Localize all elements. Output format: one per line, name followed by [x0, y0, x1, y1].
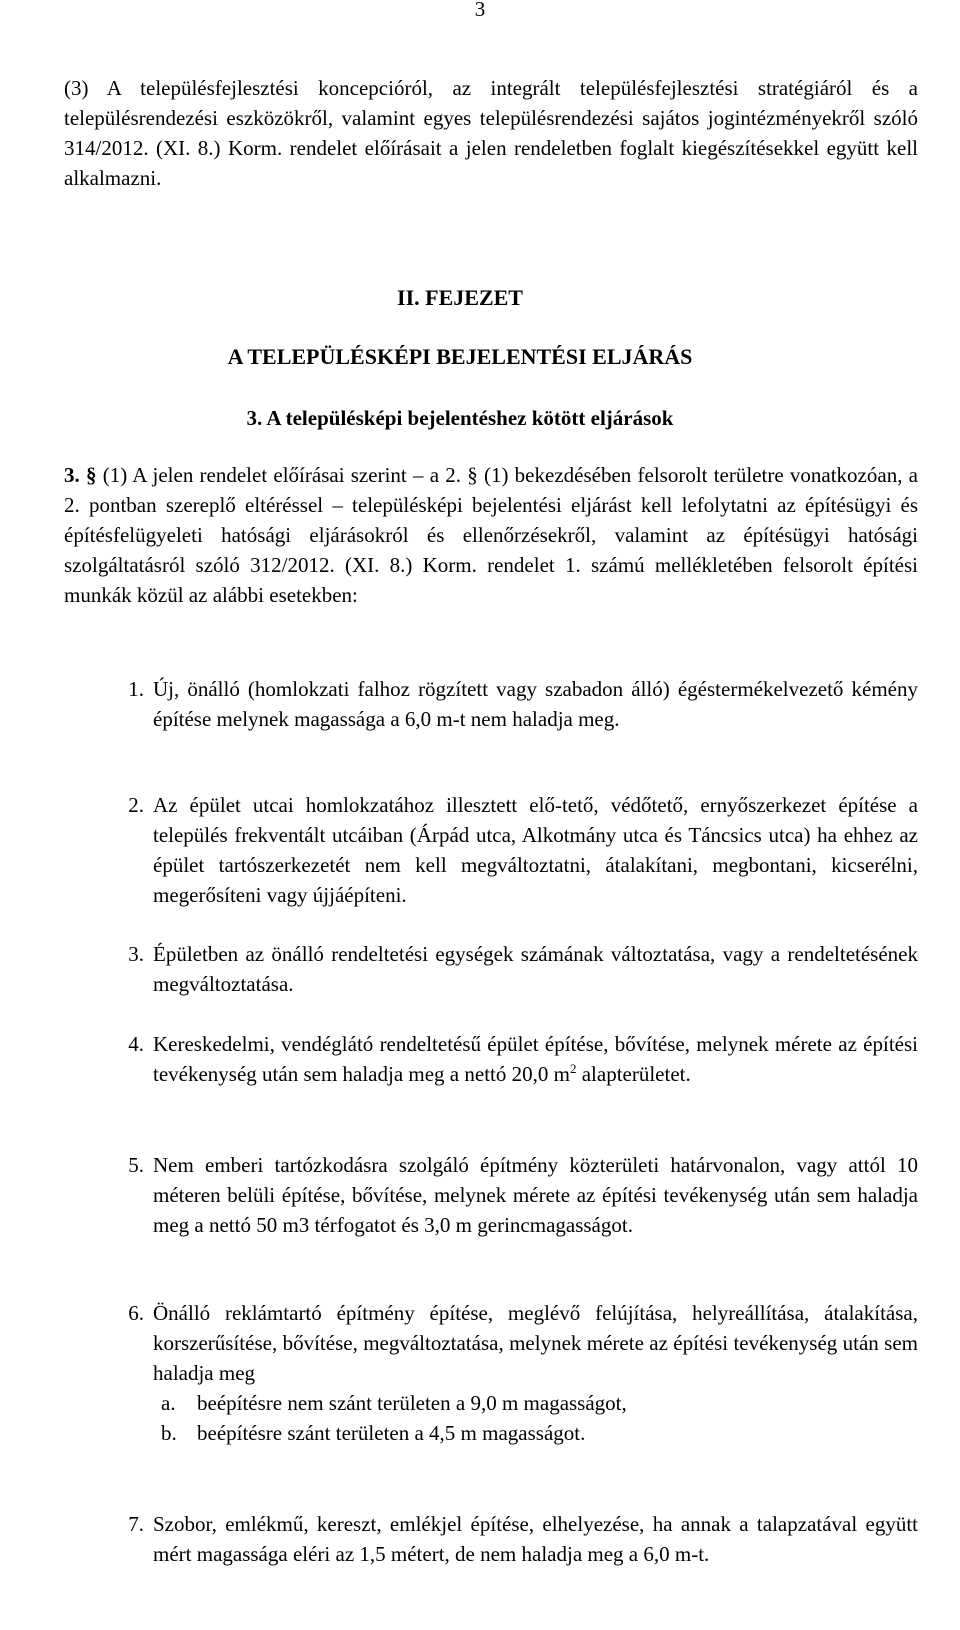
- list-item: [108, 939, 918, 999]
- section-3-paragraph: [64, 460, 918, 610]
- chapter-number: II. FEJEZET: [397, 285, 523, 310]
- list-item-number: 4.: [128, 1032, 144, 1056]
- list-item-text: Szobor, emlékmű, kereszt, emlékjel építése, elhelyezése, ha annak a talapzatával együtt mért magassága eléri az 1,5 métert, de nem haladja meg a 6,0 m-t.: [153, 1512, 918, 1566]
- sub-item-label: b.: [161, 1421, 177, 1445]
- list-item-number: 5.: [128, 1153, 144, 1177]
- list-item-number: 1.: [128, 677, 144, 701]
- superscript: 2: [569, 1061, 577, 1076]
- section-title: 3. A településképi bejelentéshez kötött eljárások: [246, 406, 674, 430]
- sub-item: [161, 1418, 918, 1448]
- page-number: 3: [474, 0, 486, 21]
- list-item: [108, 1298, 918, 1448]
- list-item: [108, 674, 918, 734]
- list-item-text: Épületben az önálló rendeltetési egységek számának változtatása, vagy a rendeltetésének megváltoztatása.: [153, 942, 918, 996]
- intro-paragraph: (3) A településfejlesztési koncepcióról, az integrált településfejlesztési stratégiáról és a településrendezési eszközökről, valamint egyes településrendezési sajátos jogintézményekről szóló 314/2012. (XI. 8.) Korm. rendelet előírásait a jelen rendeletben foglalt kiegészítésekkel együtt kell alkalmazni.: [64, 76, 918, 190]
- list-item-text-tail: alapterületet.: [576, 1062, 691, 1086]
- sub-item: [161, 1388, 918, 1418]
- list-item-number: 2.: [128, 793, 144, 817]
- section-mark: 3. §: [64, 463, 97, 487]
- list-item-text-main: Kereskedelmi, vendéglátó rendeltetésű épület építése, bővítése, melynek mérete az építési tevékenység után sem haladja meg a nettó 20,0 m: [153, 1032, 918, 1086]
- list-item-number: 7.: [128, 1512, 144, 1536]
- list-item: [108, 790, 918, 910]
- list-item-main-text: Önálló reklámtartó építmény építése, meglévő felújítása, helyreállítása, átalakítása, korszerűsítése, bővítése, megváltoztatása, melynek mérete az építési tevékenység után sem haladja meg: [153, 1301, 918, 1385]
- chapter-title: A TELEPÜLÉSKÉPI BEJELENTÉSI ELJÁRÁS: [227, 344, 693, 369]
- list-item: [108, 1029, 918, 1089]
- list-item-text: [153, 1298, 918, 1448]
- list-item-text: [153, 1029, 918, 1089]
- sub-item-text: beépítésre szánt területen a 4,5 m magasságot.: [197, 1421, 586, 1445]
- section-3-text: (1) A jelen rendelet előírásai szerint – a 2. § (1) bekezdésében felsorolt területre vonatkozóan, a 2. pontban szereplő eltéréssel – településképi bejelentési eljárást kell lefolytatni az építésügyi és építésfelügyeleti hatósági eljárásokról és ellenőrzésekről, valamint az építésügyi hatósági szolgáltatásról szóló 312/2012. (XI. 8.) Korm. rendelet 1. számú mellékletében felsorolt építési munkák közül az alábbi esetekben:: [64, 463, 918, 607]
- sub-item-label: a.: [161, 1391, 176, 1415]
- list-item: [108, 1150, 918, 1240]
- list-item: [108, 1509, 918, 1569]
- list-item-number: 3.: [128, 942, 144, 966]
- list-item-number: 6.: [128, 1301, 144, 1325]
- sub-item-text: beépítésre nem szánt területen a 9,0 m magasságot,: [197, 1391, 627, 1415]
- list-item-text: Az épület utcai homlokzatához illesztett elő-tető, védőtető, ernyőszerkezet építése a település frekventált utcáiban (Árpád utca, Alkotmány utca és Táncsics utca) ha ehhez az épület tartószerkezetét nem kell megváltoztatni, átalakítani, megbontani, kicserélni, megerősíteni vagy újjáépíteni.: [153, 793, 918, 907]
- list-item-text: Új, önálló (homlokzati falhoz rögzített vagy szabadon álló) égéstermékelvezető kémény építése melynek magassága a 6,0 m-t nem haladja meg.: [153, 677, 918, 731]
- list-item-text: Nem emberi tartózkodásra szolgáló építmény közterületi határvonalon, vagy attól 10 méteren belüli építése, bővítése, melynek mérete az építési tevékenység után sem haladja meg a nettó 50 m3 térfogatot és 3,0 m gerincmagasságot.: [153, 1153, 918, 1237]
